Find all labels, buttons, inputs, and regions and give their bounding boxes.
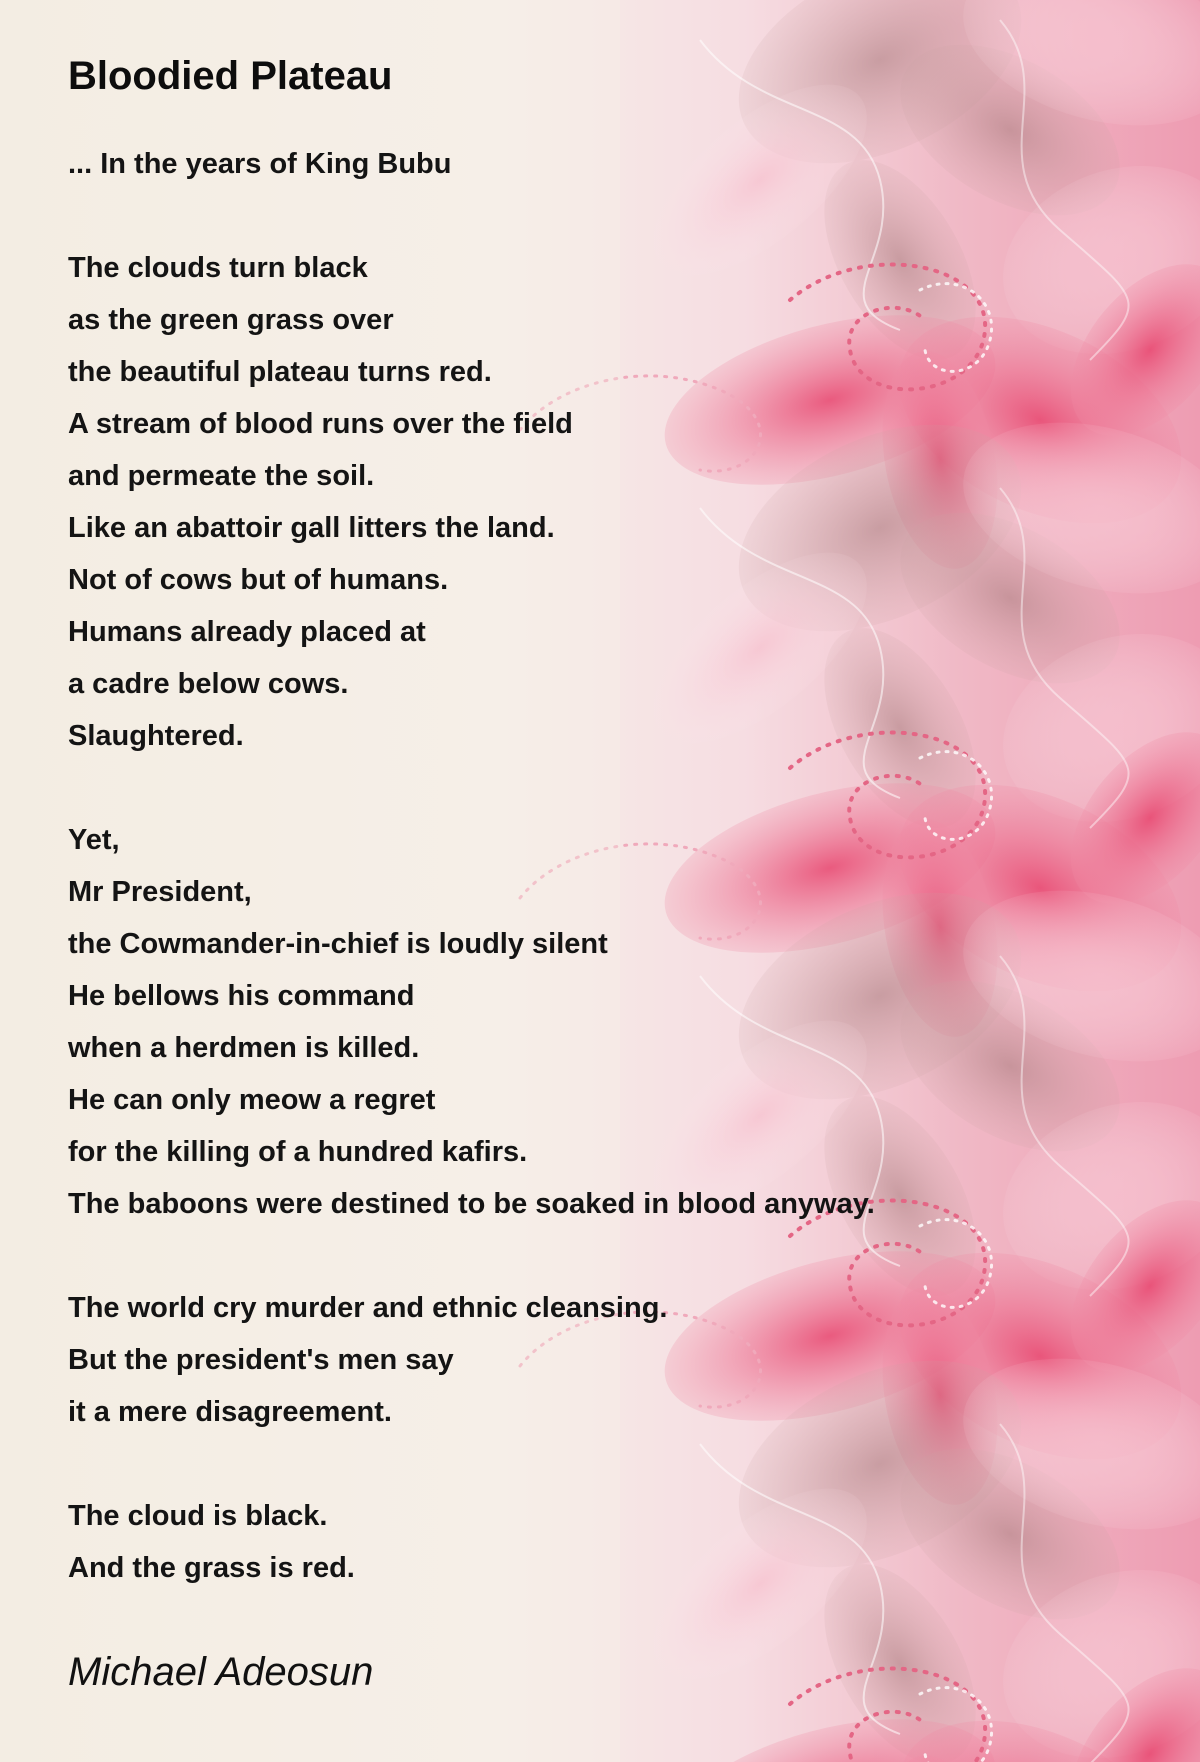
poem-line: Mr President,	[68, 876, 252, 908]
poem-line: Like an abattoir gall litters the land.	[68, 512, 555, 544]
stanza-5	[68, 1490, 1148, 1594]
poem-line: when a herdmen is killed.	[68, 1032, 420, 1064]
stanza-1	[68, 138, 1148, 190]
poem-line: the beautiful plateau turns red.	[68, 356, 492, 388]
poem-line: The clouds turn black	[68, 252, 368, 284]
stanza-4	[68, 1282, 1148, 1438]
poem-line: He can only meow a regret	[68, 1084, 436, 1116]
poem-line: ... In the years of King Bubu	[68, 148, 452, 180]
poem-line: Humans already placed at	[68, 616, 426, 648]
poem-line: Slaughtered.	[68, 720, 244, 752]
poem-line: Yet,	[68, 824, 120, 856]
poem-line: A stream of blood runs over the field	[68, 408, 573, 440]
poem-line: as the green grass over	[68, 304, 394, 336]
poem-line: The baboons were destined to be soaked in blood anyway.	[68, 1188, 875, 1220]
poem-line: The world cry murder and ethnic cleansing.	[68, 1292, 668, 1324]
poem-line: But the president's men say	[68, 1344, 454, 1376]
poem-line: a cadre below cows.	[68, 668, 349, 700]
stanza-2	[68, 242, 1148, 762]
poem-page	[68, 50, 1148, 1698]
poem-line: He bellows his command	[68, 980, 415, 1012]
poem-line: the Cowmander-in-chief is loudly silent	[68, 928, 608, 960]
poem-title: Bloodied Plateau	[68, 54, 393, 98]
poem-author: Michael Adeosun	[68, 1650, 374, 1694]
poem-line: it a mere disagreement.	[68, 1396, 392, 1428]
stanza-3	[68, 814, 1148, 1230]
poem-line: Not of cows but of humans.	[68, 564, 449, 596]
poem-line: and permeate the soil.	[68, 460, 375, 492]
poem-line: And the grass is red.	[68, 1552, 355, 1584]
poem-line: The cloud is black.	[68, 1500, 328, 1532]
poem-line: for the killing of a hundred kafirs.	[68, 1136, 528, 1168]
